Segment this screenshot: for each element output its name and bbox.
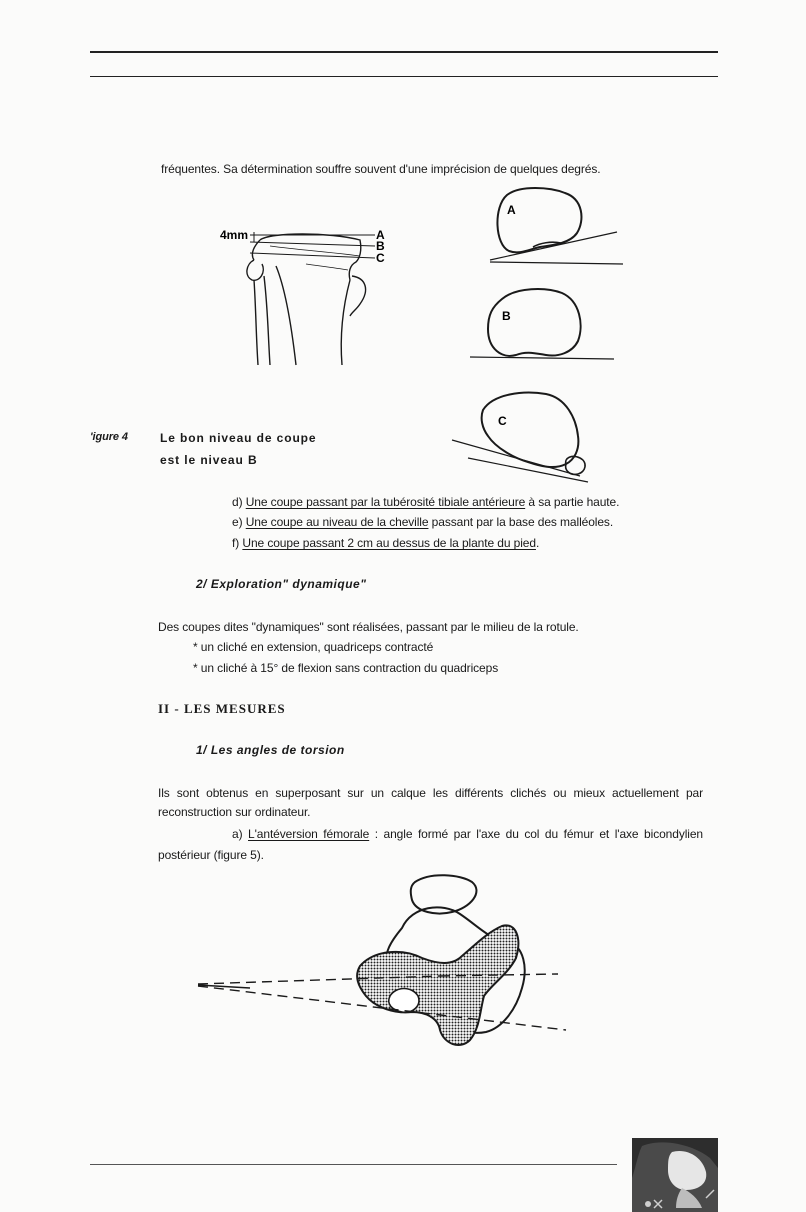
paragraph-torsion-line2: reconstruction sur ordinateur. — [158, 805, 311, 819]
list-item-e-prefix: e) — [232, 515, 243, 529]
list-item-d-rest: à sa partie haute. — [525, 495, 620, 509]
header-rule-top — [90, 51, 718, 53]
section-b-diagram — [466, 285, 616, 365]
section-a-diagram — [485, 185, 630, 270]
section-c-label: C — [498, 414, 507, 428]
anteversion-prefix: a) — [232, 827, 249, 841]
level-c-label: C — [376, 251, 385, 265]
figure-4-knee-diagram — [210, 220, 390, 370]
dimension-label: 4mm — [220, 228, 249, 242]
bullet-flexion: * un cliché à 15° de flexion sans contraction du quadriceps — [193, 661, 499, 675]
paragraph-anteversion-line2: postérieur (figure 5). — [158, 848, 264, 862]
list-item-f-underlined: Une coupe passant 2 cm au dessus de la plante du pied — [242, 536, 536, 550]
subheading-exploration: 2/ Exploration" dynamique" — [196, 577, 367, 591]
list-item-d-prefix: d) — [232, 495, 243, 509]
level-b-label: B — [376, 239, 385, 253]
paragraph-anteversion — [232, 827, 703, 841]
figure-4-caption-line1: Le bon niveau de coupe — [160, 431, 317, 445]
paragraph-torsion-line1: Ils sont obtenus en superposant sur un calque les différents clichés ou mieux actuellement par — [158, 786, 703, 800]
list-item-e-rest: passant par la base des malléoles. — [428, 515, 614, 529]
paragraph-intro: fréquentes. Sa détermination souffre souvent d'une imprécision de quelques degrés. — [161, 162, 601, 176]
anteversion-underlined: L'antéversion fémorale — [248, 827, 370, 841]
list-item-d — [232, 495, 619, 509]
list-item-f-rest: . — [535, 536, 540, 550]
section-c-diagram — [448, 388, 598, 483]
figure-5-femur-diagram — [190, 868, 570, 1058]
header-rule-bottom — [90, 76, 718, 77]
figure-4-number: 'igure 4 — [90, 431, 128, 443]
list-item-d-underlined: Une coupe passant par la tubérosité tibiale antérieure — [245, 495, 526, 509]
section-a-label: A — [507, 203, 516, 217]
section-b-label: B — [502, 309, 511, 323]
list-item-f-prefix: f) — [232, 536, 240, 550]
level-a-label: A — [376, 228, 385, 242]
subheading-torsion: 1/ Les angles de torsion — [196, 743, 345, 757]
list-item-e — [232, 515, 613, 529]
footer-rule — [90, 1164, 617, 1165]
footer-logo-image — [632, 1138, 718, 1212]
paragraph-dynamic: Des coupes dites "dynamiques" sont réalisées, passant par le milieu de la rotule. — [158, 620, 579, 634]
list-item-e-underlined: Une coupe au niveau de la cheville — [245, 515, 429, 529]
bullet-extension: * un cliché en extension, quadriceps contracté — [193, 640, 434, 654]
anteversion-rest: : angle formé par l'axe du col du fémur et l'axe bicondylien — [369, 827, 703, 841]
section-heading-mesures: II - LES MESURES — [158, 701, 286, 716]
list-item-f — [232, 536, 539, 550]
figure-4-caption-line2: est le niveau B — [160, 453, 258, 467]
